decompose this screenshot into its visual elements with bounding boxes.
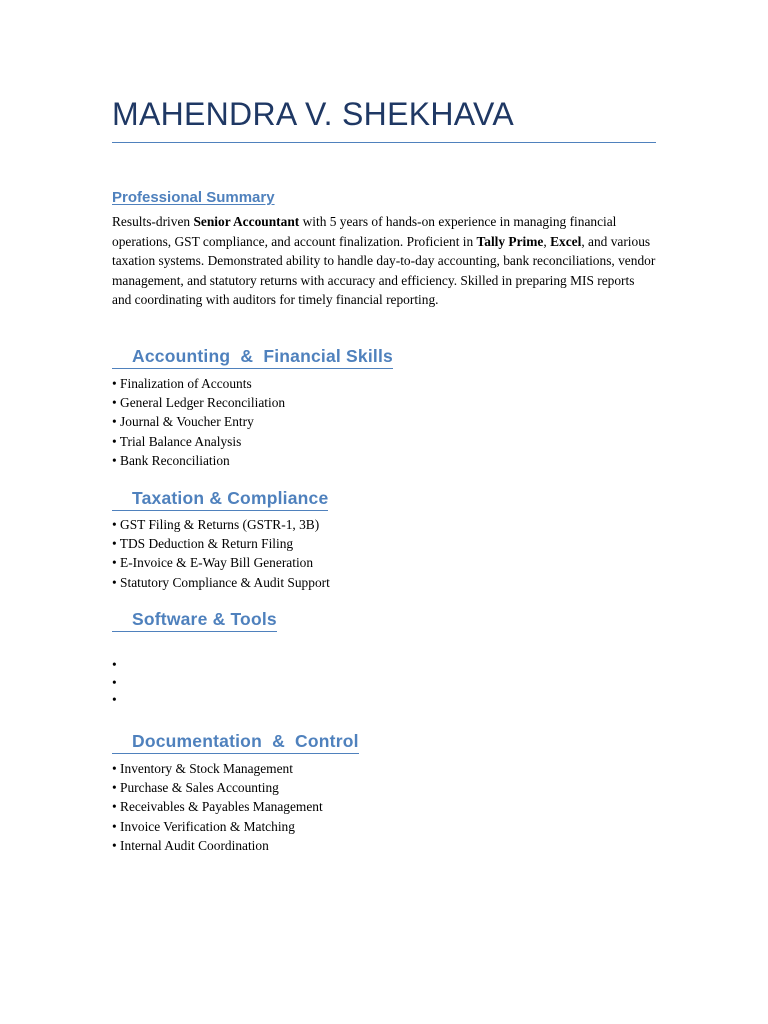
summary-bold-tally: Tally Prime	[476, 233, 544, 249]
taxation-list	[112, 515, 330, 592]
list-item: • Trial Balance Analysis	[112, 433, 242, 449]
summary-bold-role: Senior Accountant	[193, 214, 300, 229]
list-item: •	[112, 692, 117, 707]
accounting-skills-heading-text: Accounting & Financial Skills	[132, 346, 393, 366]
documentation-heading-text: Documentation & Control	[132, 731, 359, 751]
software-tools-heading	[112, 609, 277, 632]
list-item: • General Ledger Reconciliation	[112, 395, 286, 411]
list-item: • Invoice Verification & Matching	[112, 818, 295, 834]
list-item: •	[112, 657, 117, 672]
list-item: • Inventory & Stock Management	[112, 761, 293, 776]
documentation-heading	[112, 731, 359, 754]
list-item: • Bank Reconciliation	[112, 452, 230, 468]
summary-part-3: ,	[543, 233, 551, 249]
summary-bold-excel: Excel	[550, 233, 582, 249]
list-item: • TDS Deduction & Return Filing	[112, 536, 294, 552]
taxation-heading	[112, 488, 328, 511]
list-item: • Purchase & Sales Accounting	[112, 780, 279, 796]
list-item: • E-Invoice & E-Way Bill Generation	[112, 555, 314, 571]
candidate-name: MAHENDRA V. SHEKHAVA	[112, 96, 514, 132]
list-item: •	[112, 674, 117, 690]
summary-part-2: with 5 years of hands-on experience in managing financial operations, GST compliance, and account finalization. Proficient in	[112, 214, 617, 249]
summary-heading: Professional Summary	[112, 189, 275, 206]
summary-text	[112, 212, 656, 310]
list-item: • Statutory Compliance & Audit Support	[112, 574, 330, 590]
summary-part-1: Results-driven	[112, 214, 194, 229]
documentation-list	[112, 759, 323, 855]
list-item: • Finalization of Accounts	[112, 376, 252, 391]
taxation-heading-text: Taxation & Compliance	[132, 488, 329, 508]
name-divider	[112, 142, 656, 143]
list-item: • Journal & Voucher Entry	[112, 414, 254, 430]
list-item: • Internal Audit Coordination	[112, 837, 269, 853]
accounting-skills-heading	[112, 346, 393, 369]
accounting-skills-list	[112, 374, 285, 470]
list-item: • GST Filing & Returns (GSTR-1, 3B)	[112, 517, 320, 532]
software-tools-heading-text: Software & Tools	[132, 609, 277, 629]
summary-part-4: , and various taxation systems. Demonstrated ability to handle day-to-day accounting, bank reconciliations, vendor management, and statutory returns with accuracy and efficiency. Skilled in preparing MIS reports and coordinating with auditors for timely financial reporting.	[112, 233, 656, 307]
list-item: • Receivables & Payables Management	[112, 799, 323, 815]
software-tools-list	[112, 656, 117, 709]
